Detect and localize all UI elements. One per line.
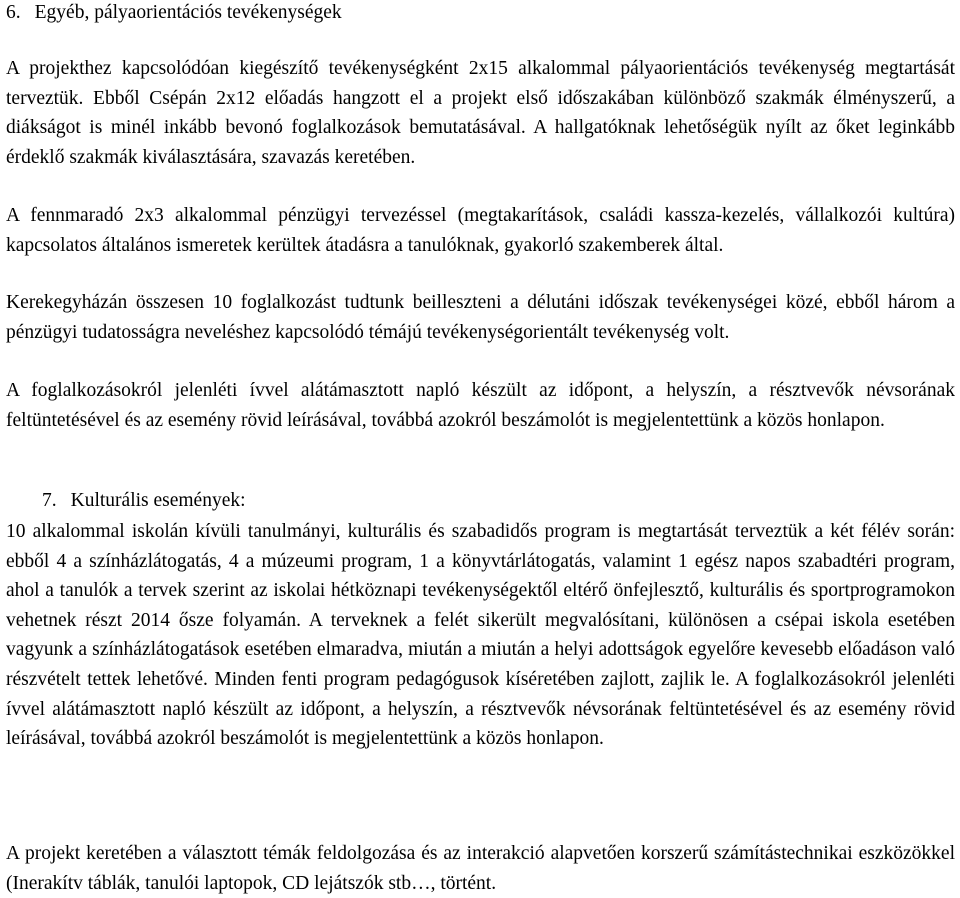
section-6-paragraph-1: A projekthez kapcsolódóan kiegészítő tevékenységként 2x15 alkalommal pályaorientációs tevékenység megtartását terveztük. Ebből Csépán 2x12 előadás hangzott el a projekt első időszakában különböző szakmák élményszerű, a diákságot is minél inkább bevonó foglalkozások bemutatásával. A hallgatóknak lehetőségük nyílt az őket leginkább érdeklő szakmák kiválasztására, szavazás keretében. — [6, 58, 955, 168]
section-7-paragraph-2: A projekt keretében a választott témák feldolgozása és az interakció alapvetően korszerű számítástechnikai eszközökkel (Inerakítv táblák, tanulói laptopok, CD lejátszók stb…, történt. — [6, 843, 955, 894]
section-6-paragraph-4: A foglalkozásokról jelenléti ívvel alátámasztott napló készült az időpont, a helyszín, a résztvevők névsorának feltüntetésével és az esemény rövid leírásával, továbbá azokról beszámolót is megjelentettünk a közös honlapon. — [6, 380, 955, 431]
section-6-paragraph-2: A fennmaradó 2x3 alkalommal pénzügyi tervezéssel (megtakarítások, családi kassza-kezelés, vállalkozói kultúra) kapcsolatos általános ismeretek kerültek átadásra a tanulóknak, gyakorló szakemberek által. — [6, 205, 955, 256]
section-7-title: Kulturális események: — [70, 490, 246, 511]
section-6-title: Egyéb, pályaorientációs tevékenységek — [34, 2, 342, 23]
section-6-paragraph-3: Kerekegyházán összesen 10 foglalkozást tudtunk beilleszteni a délutáni időszak tevékenységei közé, ebből három a pénzügyi tudatosságra neveléshez kapcsolódó témájú tevékenységorientált tevékenység volt. — [6, 292, 955, 343]
section-6-number: 6. — [6, 2, 21, 23]
section-6-heading — [6, 0, 342, 28]
section-7-heading — [42, 486, 246, 516]
section-7-number: 7. — [42, 490, 57, 511]
section-7-paragraph-1: 10 alkalommal iskolán kívüli tanulmányi, kulturális és szabadidős program is megtartását terveztük a két félév során: ebből 4 a színházlátogatás, 4 a múzeumi program, 1 a könyvtárlátogatás, valamint 1 egész napos szabadtéri program, ahol a tanulók a tervek szerint az iskolai hétköznapi tevékenységektől eltérő önfejlesztő, kulturális és sportprogramokon vehetnek részt 2014 ősze folyamán. A terveknek a felét sikerült megvalósítani, különösen a csépai iskola esetében vagyunk a színházlátogatások esetében elmaradva, miután a miután a helyi adottságok egyelőre kevesebb előadáson való részvételt tettek lehetővé. Minden fenti program pedagógusok kíséretében zajlott, zajlik le. A foglalkozásokról jelenléti ívvel alátámasztott napló készült az időpont, a helyszín, a résztvevők névsorának feltüntetésével és az esemény rövid leírásával, továbbá azokról beszámolót is megjelentettünk a közös honlapon. — [6, 521, 955, 750]
